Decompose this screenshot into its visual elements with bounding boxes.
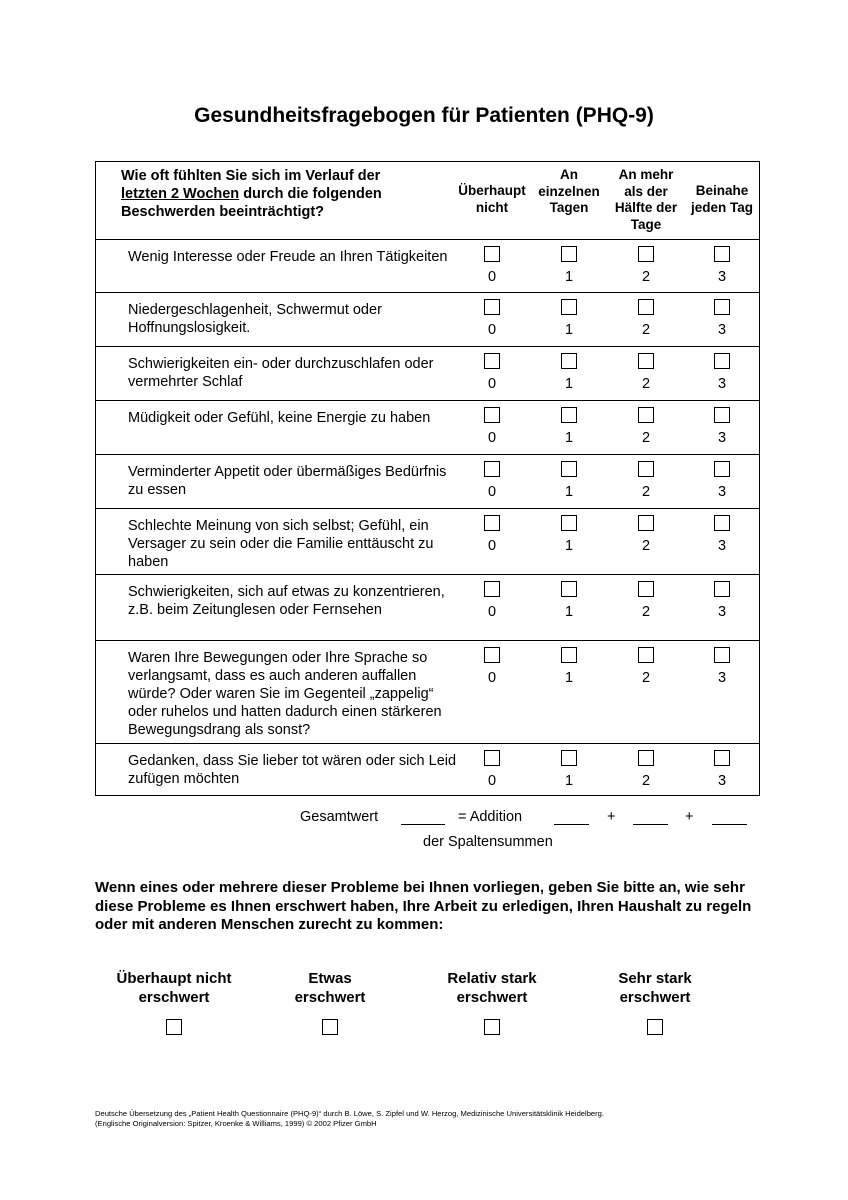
score-label: 2: [641, 670, 651, 686]
plus-sign-1: +: [607, 809, 616, 825]
answer-checkbox[interactable]: [561, 299, 577, 315]
page-title: Gesundheitsfragebogen für Patienten (PHQ-9): [194, 104, 654, 127]
score-label: 2: [641, 376, 651, 392]
answer-option: [631, 353, 661, 392]
answer-checkbox[interactable]: [484, 581, 500, 597]
score-label: 3: [717, 670, 727, 686]
score-label: 3: [717, 430, 727, 446]
answer-option: [631, 515, 661, 554]
answer-checkbox[interactable]: [561, 407, 577, 423]
score-label: 1: [564, 604, 574, 620]
answer-option: [554, 299, 584, 338]
addition-label: = Addition: [458, 809, 523, 825]
column-header-2: An mehr als der Hälfte der Tage: [614, 167, 678, 232]
answer-checkbox[interactable]: [638, 581, 654, 597]
question-text: Schlechte Meinung von sich selbst; Gefühl, ein Versager zu sein oder die Familie enttäuscht zu haben: [128, 518, 434, 570]
score-label: 1: [564, 376, 574, 392]
score-label: 0: [487, 538, 497, 554]
answer-option: [631, 246, 661, 285]
answer-checkbox[interactable]: [484, 461, 500, 477]
answer-option: [707, 581, 737, 620]
answer-checkbox[interactable]: [638, 750, 654, 766]
answer-option: [554, 581, 584, 620]
answer-checkbox[interactable]: [638, 647, 654, 663]
question-text: Schwierigkeiten, sich auf etwas zu konzentrieren, z.B. beim Zeitunglesen oder Fernsehen: [128, 584, 445, 618]
score-label: 0: [487, 484, 497, 500]
difficulty-checkbox-2[interactable]: [484, 1019, 500, 1035]
answer-checkbox[interactable]: [561, 353, 577, 369]
score-label: 1: [564, 538, 574, 554]
answer-option: [707, 299, 737, 338]
question-text: Verminderter Appetit oder übermäßiges Bedürfnis zu essen: [128, 464, 447, 498]
table-row: [96, 455, 759, 509]
answer-checkbox[interactable]: [561, 461, 577, 477]
score-label: 0: [487, 604, 497, 620]
total-score-label: Gesamtwert: [300, 809, 379, 825]
answer-checkbox[interactable]: [714, 515, 730, 531]
answer-checkbox[interactable]: [638, 407, 654, 423]
score-label: 3: [717, 773, 727, 789]
questionnaire-table: [95, 161, 760, 796]
header-question: [121, 167, 441, 221]
score-label: 1: [564, 269, 574, 285]
answer-option: [631, 299, 661, 338]
difficulty-option-label-2: Relativ stark erschwert: [447, 970, 537, 1006]
difficulty-option-label-0: Überhaupt nicht erschwert: [116, 970, 232, 1006]
answer-checkbox[interactable]: [561, 647, 577, 663]
footer-citation: [95, 1109, 795, 1129]
answer-checkbox[interactable]: [484, 353, 500, 369]
answer-checkbox[interactable]: [714, 299, 730, 315]
table-row: [96, 293, 759, 347]
answer-option: [631, 581, 661, 620]
answer-option: [631, 407, 661, 446]
difficulty-checkbox-3[interactable]: [647, 1019, 663, 1035]
answer-option: [554, 353, 584, 392]
question-text: Müdigkeit oder Gefühl, keine Energie zu haben: [128, 410, 431, 426]
answer-checkbox[interactable]: [714, 407, 730, 423]
score-label: 3: [717, 322, 727, 338]
column-header-3: Beinahe jeden Tag: [690, 183, 753, 215]
answer-checkbox[interactable]: [714, 647, 730, 663]
table-row: [96, 509, 759, 575]
score-label: 0: [487, 322, 497, 338]
score-label: 2: [641, 430, 651, 446]
answer-checkbox[interactable]: [561, 750, 577, 766]
table-row: [96, 401, 759, 455]
score-label: 3: [717, 604, 727, 620]
footer-line-1: Deutsche Übersetzung des „Patient Health Questionnaire (PHQ-9)“ durch B. Löwe, S. Zipfel und W. Herzog, Medizinische Universitätsklinik Heidelberg.: [95, 1109, 605, 1118]
answer-option: [554, 515, 584, 554]
answer-option: [554, 461, 584, 500]
score-label: 1: [564, 773, 574, 789]
answer-option: [477, 461, 507, 500]
answer-option: [631, 461, 661, 500]
answer-checkbox[interactable]: [561, 246, 577, 262]
answer-option: [707, 246, 737, 285]
answer-checkbox[interactable]: [484, 299, 500, 315]
total-score-blank[interactable]: [401, 824, 445, 825]
answer-checkbox[interactable]: [638, 246, 654, 262]
table-row: [96, 744, 759, 797]
question-text: Niedergeschlagenheit, Schwermut oder Hoffnungslosigkeit.: [128, 302, 382, 336]
column-sum-blank-3[interactable]: [712, 824, 747, 825]
answer-option: [707, 515, 737, 554]
score-label: 3: [717, 538, 727, 554]
answer-option: [477, 581, 507, 620]
answer-checkbox[interactable]: [484, 407, 500, 423]
score-label: 2: [641, 538, 651, 554]
column-header-0: Überhaupt nicht: [458, 183, 526, 215]
table-row: [96, 240, 759, 293]
difficulty-checkbox-0[interactable]: [166, 1019, 182, 1035]
plus-sign-2: +: [685, 809, 694, 825]
score-label: 0: [487, 376, 497, 392]
answer-option: [554, 750, 584, 789]
answer-option: [707, 647, 737, 686]
answer-option: [631, 647, 661, 686]
footer-line-2: (Englische Originalversion: Spitzer, Kroenke & Williams, 1999) © 2002 Pfizer GmbH: [95, 1119, 377, 1128]
answer-option: [477, 299, 507, 338]
answer-option: [477, 246, 507, 285]
answer-checkbox[interactable]: [484, 515, 500, 531]
answer-checkbox[interactable]: [714, 750, 730, 766]
score-label: 3: [717, 269, 727, 285]
question-text: Waren Ihre Bewegungen oder Ihre Sprache so verlangsamt, dass es auch anderen auffallen würde? Oder waren Sie im Gegenteil „zappelig“ oder ruhelos und hatten dadurch einen stärkeren Bewegungsdrang als sonst?: [128, 650, 442, 738]
answer-option: [477, 407, 507, 446]
column-sums-label: der Spaltensummen: [423, 834, 553, 850]
answer-checkbox[interactable]: [714, 461, 730, 477]
answer-checkbox[interactable]: [638, 353, 654, 369]
answer-checkbox[interactable]: [638, 299, 654, 315]
answer-option: [477, 353, 507, 392]
score-label: 2: [641, 604, 651, 620]
answer-option: [707, 750, 737, 789]
answer-checkbox[interactable]: [714, 581, 730, 597]
score-label: 0: [487, 430, 497, 446]
answer-option: [707, 353, 737, 392]
table-row: [96, 575, 759, 641]
score-label: 0: [487, 269, 497, 285]
question-text: Schwierigkeiten ein- oder durchzuschlafen oder vermehrter Schlaf: [128, 356, 434, 390]
answer-checkbox[interactable]: [638, 515, 654, 531]
score-label: 1: [564, 430, 574, 446]
answer-checkbox[interactable]: [484, 750, 500, 766]
answer-option: [477, 750, 507, 789]
table-row: [96, 641, 759, 744]
header-question-underlined: letzten 2 Wochen: [121, 186, 240, 202]
score-label: 0: [487, 773, 497, 789]
answer-option: [554, 246, 584, 285]
header-question-post: durch die folgenden Beschwerden beeinträchtigt?: [121, 186, 382, 220]
answer-checkbox[interactable]: [638, 461, 654, 477]
column-header-1: An einzelnen Tagen: [538, 167, 600, 215]
answer-option: [554, 647, 584, 686]
answer-checkbox[interactable]: [484, 647, 500, 663]
score-label: 1: [564, 484, 574, 500]
answer-checkbox[interactable]: [561, 581, 577, 597]
header-question-pre: Wie oft fühlten Sie sich im Verlauf der: [121, 168, 381, 184]
answer-checkbox[interactable]: [714, 246, 730, 262]
answer-option: [707, 407, 737, 446]
difficulty-option-label-1: Etwas erschwert: [294, 970, 366, 1006]
column-sum-blank-2[interactable]: [633, 824, 668, 825]
score-label: 0: [487, 670, 497, 686]
answer-option: [631, 750, 661, 789]
difficulty-question: Wenn eines oder mehrere dieser Probleme bei Ihnen vorliegen, geben Sie bitte an, wie sehr diese Probleme es Ihnen erschwert haben, Ihre Arbeit zu erledigen, Ihren Haushalt zu regeln oder mit anderen Menschen zurecht zu kommen:: [95, 879, 752, 933]
answer-option: [707, 461, 737, 500]
question-text: Wenig Interesse oder Freude an Ihren Tätigkeiten: [128, 249, 448, 265]
score-label: 1: [564, 670, 574, 686]
score-label: 2: [641, 484, 651, 500]
answer-checkbox[interactable]: [714, 353, 730, 369]
answer-option: [477, 647, 507, 686]
question-text: Gedanken, dass Sie lieber tot wären oder sich Leid zufügen möchten: [128, 753, 457, 787]
answer-option: [477, 515, 507, 554]
answer-option: [554, 407, 584, 446]
score-label: 3: [717, 376, 727, 392]
score-label: 2: [641, 269, 651, 285]
answer-checkbox[interactable]: [561, 515, 577, 531]
score-label: 2: [641, 322, 651, 338]
score-label: 2: [641, 773, 651, 789]
table-header: [96, 162, 759, 240]
answer-checkbox[interactable]: [484, 246, 500, 262]
score-label: 3: [717, 484, 727, 500]
score-label: 1: [564, 322, 574, 338]
difficulty-option-label-3: Sehr stark erschwert: [618, 970, 692, 1006]
table-row: [96, 347, 759, 401]
difficulty-checkbox-1[interactable]: [322, 1019, 338, 1035]
column-sum-blank-1[interactable]: [554, 824, 589, 825]
